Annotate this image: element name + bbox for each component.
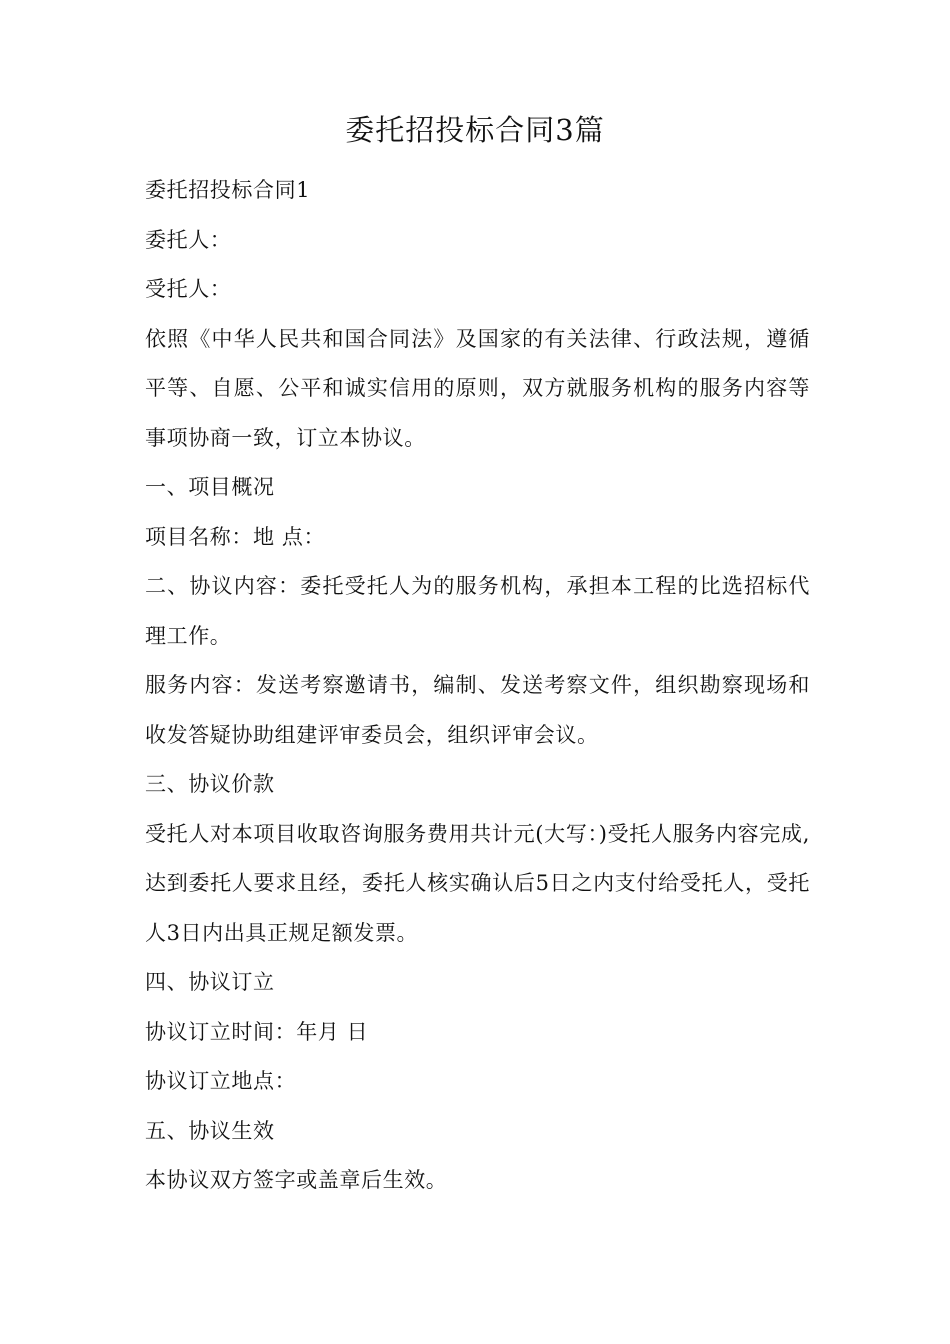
signing-place-line: 协议订立地点： xyxy=(145,1069,297,1093)
section-heading-1: 一、项目概况 xyxy=(145,475,275,499)
agent-line: 受托人： xyxy=(145,277,232,301)
document-title: 委托招投标合同3篇 xyxy=(345,113,605,147)
principal-line: 委托人： xyxy=(145,227,232,252)
project-name-line: 项目名称：地 点： xyxy=(145,524,326,549)
contract-subtitle: 委托招投标合同1 xyxy=(145,178,311,202)
section-2-paragraph: 二、协议内容：委托受托人为的服务机构，承担本工程的比选招标代理工作。 xyxy=(145,574,810,648)
document-body xyxy=(145,166,810,1206)
section-heading-5: 五、协议生效 xyxy=(145,1118,275,1143)
preamble-paragraph: 依照《中华人民共和国合同法》及国家的有关法律、行政法规，遵循平等、自愿、公平和诚实信用的原则，双方就服务机构的服务内容等事项协商一致，订立本协议。 xyxy=(145,326,810,450)
section-heading-4: 四、协议订立 xyxy=(145,970,275,994)
section-heading-3: 三、协议价款 xyxy=(145,772,275,796)
service-content-paragraph: 服务内容：发送考察邀请书，编制、发送考察文件，组织勘察现场和收发答疑协助组建评审委员会，组织评审会议。 xyxy=(145,673,810,747)
signing-time-line: 协议订立时间：年月 日 xyxy=(145,1019,369,1044)
fee-paragraph: 受托人对本项目收取咨询服务费用共计元(大写：)受托人服务内容完成,达到委托人要求且经，委托人核实确认后5日之内支付给受托人，受托人3日内出具正规足额发票。 xyxy=(145,821,810,945)
effectiveness-line: 本协议双方签字或盖章后生效。 xyxy=(145,1168,448,1192)
